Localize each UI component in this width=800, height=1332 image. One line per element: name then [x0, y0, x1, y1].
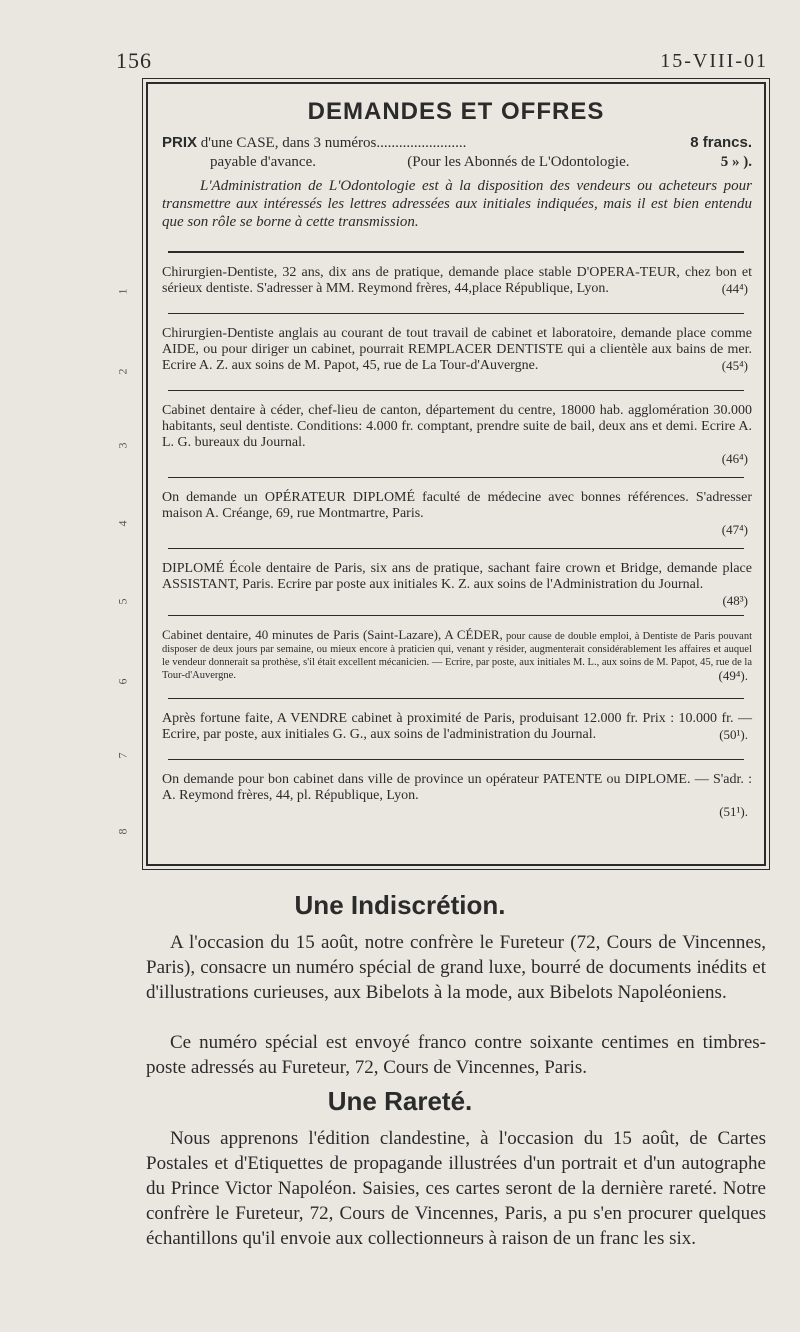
ad-text: pour cause de double emploi, à Dentiste de Paris pouvant disposer de deux jours par semaine, ou mieux encore à praticien qui, venant y résider, augmenterait considérablement les affaires et auquel le vendeur donnerait sa prothèse, s'il était excellent mécanicien. — Ecrire, par poste, aux initiales M. L., aux soins de M. Papot, 45, rue de la Tour-d'Auvergne.	[162, 631, 752, 681]
ad-item	[162, 403, 752, 467]
payable-note: payable d'avance.	[210, 154, 316, 170]
ad-ref: (46⁴)	[721, 451, 748, 466]
subscribers-note: (Pour les Abonnés de L'Odontologie.	[407, 154, 630, 170]
ad-item	[162, 772, 752, 820]
margin-number: 6	[115, 678, 130, 685]
page-date: 15-VIII-01	[660, 50, 768, 72]
ad-ref: (45⁴)	[721, 358, 748, 373]
ad-item	[162, 490, 752, 538]
ad-text: Chirurgien-Dentiste, 32 ans, dix ans de pratique, demande place stable D'OPERA-TEUR, chez bon et sérieux dentiste. S'adresser à MM. Reymond frères, 44,place République, Lyon.	[162, 265, 752, 296]
margin-number: 1	[115, 288, 130, 295]
page-number: 156	[116, 48, 152, 73]
article-title: Une Indiscrétion.	[294, 890, 506, 920]
price-subscribers	[210, 154, 752, 171]
margin-number: 3	[115, 442, 130, 449]
ad-ref: (51¹).	[719, 804, 748, 819]
ad-item	[162, 711, 752, 743]
article-paragraph: Nous apprenons l'édition clandestine, à l'occasion du 15 août, de Cartes Postales et d'Etiquettes de propagande illustrées d'un portrait et d'un autographe du Prince Victor Napoléon. Saisies, ces cartes seront de la dernière rareté. Notre confrère le Fureteur, 72, Cours de Vincennes, Paris, a pu s'en procurer quelques échantillons qu'il envoie aux collectionneurs à raison de un franc les six.	[146, 1128, 766, 1249]
ad-ref: (44⁴)	[721, 281, 748, 296]
divider	[168, 759, 744, 760]
ad-text: On demande pour bon cabinet dans ville de province un opérateur PATENTE ou DIPLOME. — S'adr. : A. Reymond frères, 44, pl. République, Lyon.	[162, 772, 752, 803]
price-value: 8 francs.	[690, 134, 752, 151]
article-paragraph: Ce numéro spécial est envoyé franco contre soixante centimes en timbres-poste adressés au Fureteur, 72, Cours de Vincennes, Paris.	[146, 1032, 766, 1078]
ads-section	[146, 82, 766, 866]
divider	[168, 548, 744, 549]
margin-number: 2	[115, 368, 130, 375]
price-text: d'une CASE, dans 3 numéros........................	[200, 135, 467, 151]
ad-ref: (50¹).	[719, 727, 748, 742]
ad-text: Cabinet dentaire à céder, chef-lieu de canton, département du centre, 18000 hab. agglomération 30.000 habitants, seul dentiste. Conditions: 4.000 fr. comptant, prendre suite de bail, deux ans et demi. Ecrire A. L. G. bureaux du Journal.	[162, 403, 752, 450]
ad-item	[162, 326, 752, 374]
ad-item	[162, 265, 752, 297]
ad-ref: (48³)	[722, 593, 748, 608]
margin-number: 7	[115, 752, 130, 759]
divider	[168, 615, 744, 616]
article-title: Une Rareté.	[327, 1086, 473, 1116]
margin-number: 8	[115, 828, 130, 835]
ad-lead: Cabinet dentaire, 40 minutes de Paris (Saint-Lazare), A CÉDER,	[162, 627, 503, 642]
divider	[168, 251, 744, 253]
margin-number: 5	[115, 598, 130, 605]
ad-item	[162, 561, 752, 609]
price-label: PRIX	[162, 134, 198, 151]
ad-text: DIPLOMÉ École dentaire de Paris, six ans de pratique, sachant faire crown et Bridge, demande place ASSISTANT, Paris. Ecrire par poste aux initiales K. Z. aux soins de l'Administration du Journal.	[162, 561, 752, 592]
ad-item	[162, 628, 752, 682]
ad-ref: (47⁴)	[721, 522, 748, 537]
divider	[168, 477, 744, 478]
ad-text: Après fortune faite, A VENDRE cabinet à proximité de Paris, produisant 12.000 fr. Prix : 10.000 fr. — Ecrire, par poste, aux initiales G. G., aux soins de l'administration du Journal.	[162, 711, 752, 742]
ad-text: Chirurgien-Dentiste anglais au courant de tout travail de cabinet et laboratoire, demande place comme AIDE, ou pour diriger un cabinet, pourrait REMPLACER DENTISTE qui a clientèle aux bains de mer. Ecrire A. Z. aux soins de M. Papot, 45, rue de La Tour-d'Auvergne.	[162, 326, 752, 373]
section-title: DEMANDES ET OFFRES	[307, 98, 605, 125]
article-paragraph: A l'occasion du 15 août, notre confrère le Fureteur (72, Cours de Vincennes, Paris), consacre un numéro spécial de grand luxe, bourré de documents inédits et d'illustrations curieuses, aux Bibelots à la mode, aux Bibelots Napoléoniens.	[146, 932, 766, 1003]
admin-note: L'Administration de L'Odontologie est à la disposition des vendeurs ou acheteurs pour transmettre aux intéressés les lettres adressées aux initiales indiquées, mais il est bien entendu que son rôle se borne à cette transmission.	[162, 178, 752, 230]
divider	[168, 698, 744, 699]
divider	[168, 313, 744, 314]
ad-text: On demande un OPÉRATEUR DIPLOMÉ faculté de médecine avec bonnes références. S'adresser maison A. Créange, 69, rue Montmartre, Paris.	[162, 490, 752, 521]
margin-number: 4	[115, 520, 130, 527]
ad-ref: (49⁴).	[718, 668, 748, 683]
price-line	[162, 134, 752, 152]
subscribers-value: 5 » ).	[720, 154, 752, 170]
divider	[168, 390, 744, 391]
